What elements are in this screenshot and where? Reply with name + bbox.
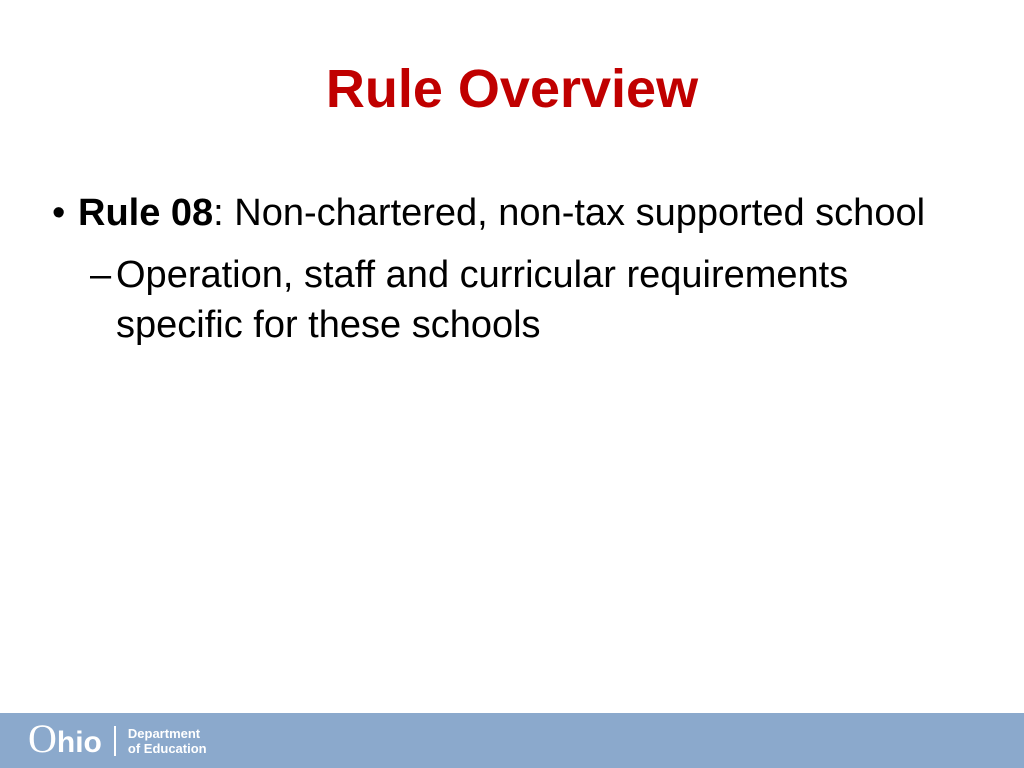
ohio-department-logo xyxy=(28,716,207,761)
ohio-wordmark: Ohio xyxy=(28,716,102,761)
bullet-item xyxy=(52,188,972,238)
slide-title: Rule Overview xyxy=(325,59,699,119)
department-line-1: Department xyxy=(127,726,201,741)
sub-bullet-item xyxy=(90,250,972,350)
slide-body xyxy=(52,188,972,350)
department-line-2: of Education xyxy=(127,741,207,756)
department-name xyxy=(128,726,207,756)
bullet-text: : Non-chartered, non-tax supported school xyxy=(213,192,926,234)
sub-bullet-marker: – xyxy=(90,254,112,296)
bullet-bold-text: Rule 08 xyxy=(78,192,214,234)
bullet-marker: • xyxy=(52,192,66,234)
footer-bar xyxy=(0,713,1024,768)
logo-divider xyxy=(114,726,116,756)
sub-bullet-text: Operation, staff and curricular requirements specific for these schools xyxy=(116,254,849,346)
